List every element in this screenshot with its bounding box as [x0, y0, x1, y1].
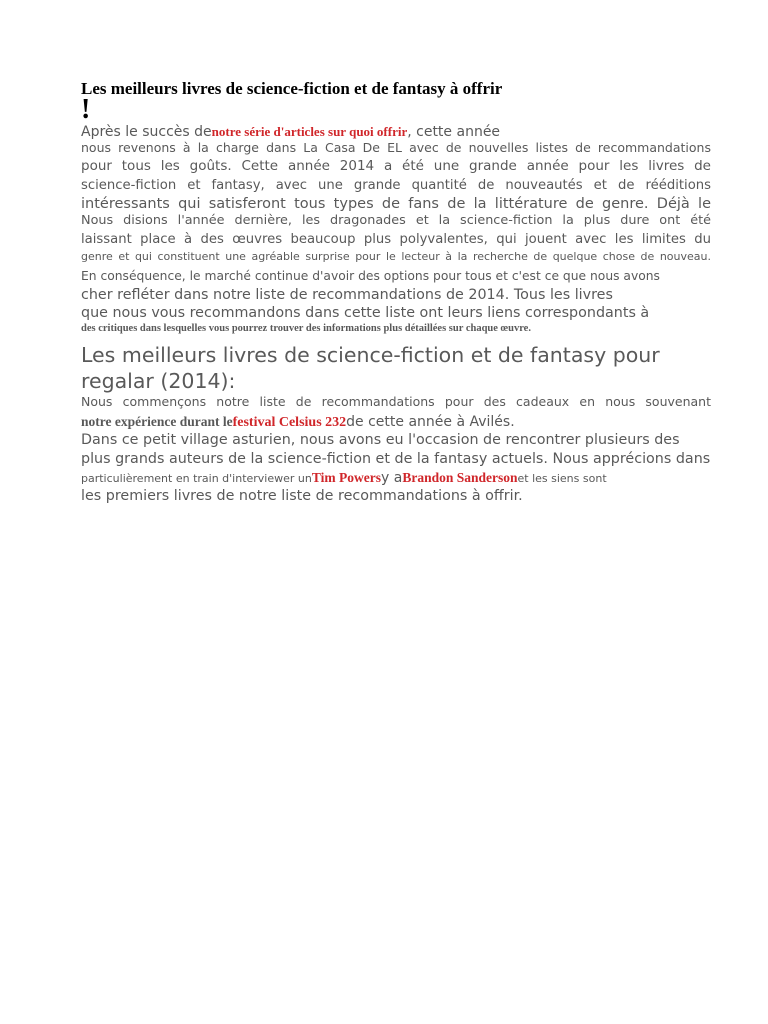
p1-line-1 — [81, 125, 500, 139]
p1-l1-text: Après le succès de — [81, 124, 212, 140]
p1-line-10: cher refléter dans notre liste de recommandations de 2014. Tous les livres — [81, 287, 613, 303]
p2-l5-text-end: et les siens sont — [517, 472, 607, 485]
link-tim-powers[interactable]: Tim Powers — [311, 470, 381, 485]
p1-line-12: des critiques dans lesquelles vous pourrez trouver des informations plus détaillées sur chaque œuvre. — [81, 323, 531, 334]
p2-l2-text-end: de cette année à Avilés. — [346, 414, 515, 430]
section-heading: Les meilleurs livres de science-fiction et de fantasy pour regalar (2014): — [81, 343, 660, 393]
p2-line-1: Nous commençons notre liste de recommandations pour des cadeaux en nous souvenant — [81, 394, 711, 409]
p2-l5-text: particulièrement en train d'interviewer un — [81, 472, 312, 485]
p1-line-8: genre et qui constituent une agréable surprise pour le lecteur à la recherche de quelque chose de nouveau. — [81, 250, 711, 263]
link-festival-celsius[interactable]: festival Celsius 232 — [232, 415, 347, 430]
title-exclamation: ! — [81, 94, 91, 125]
p1-line-9: En conséquence, le marché continue d'avoir des options pour tous et c'est ce que nous avons — [81, 269, 660, 283]
p1-line-4: science-fiction et fantasy, avec une grande quantité de nouveautés et de rééditions — [81, 178, 711, 193]
p2-line-5 — [81, 471, 607, 485]
p2-l2-text: notre expérience durant le — [81, 414, 233, 429]
link-brandon-sanderson[interactable]: Brandon Sanderson — [402, 470, 518, 485]
link-series-articles[interactable]: notre série d'articles sur quoi offrir — [211, 124, 408, 139]
p2-l5-text-mid: y a — [381, 470, 403, 486]
p1-line-11: que nous vous recommandons dans cette liste ont leurs liens correspondants à — [81, 305, 650, 321]
p1-line-5: intéressants qui satisferont tous types de fans de la littérature de genre. Déjà le — [81, 196, 711, 212]
p1-l1-text-end: , cette année — [407, 124, 501, 140]
p2-line-2 — [81, 415, 515, 430]
p1-line-2: nous revenons à la charge dans La Casa De EL avec de nouvelles listes de recommandations — [81, 140, 711, 155]
p1-line-6: Nous disions l'année dernière, les dragonades et la science-fiction la plus dure ont été — [81, 213, 711, 228]
article-title: Les meilleurs livres de science-fiction et de fantasy à offrir — [81, 79, 503, 98]
p2-line-3: Dans ce petit village asturien, nous avons eu l'occasion de rencontrer plusieurs des — [81, 432, 680, 448]
p2-line-4: plus grands auteurs de la science-fiction et de la fantasy actuels. Nous apprécions dans — [81, 451, 711, 467]
p1-line-7: laissant place à des œuvres beaucoup plus polyvalentes, qui jouent avec les limites du — [81, 232, 711, 247]
p2-line-6: les premiers livres de notre liste de recommandations à offrir. — [81, 488, 523, 504]
p1-line-3: pour tous les goûts. Cette année 2014 a été une grande année pour les livres de — [81, 158, 711, 174]
